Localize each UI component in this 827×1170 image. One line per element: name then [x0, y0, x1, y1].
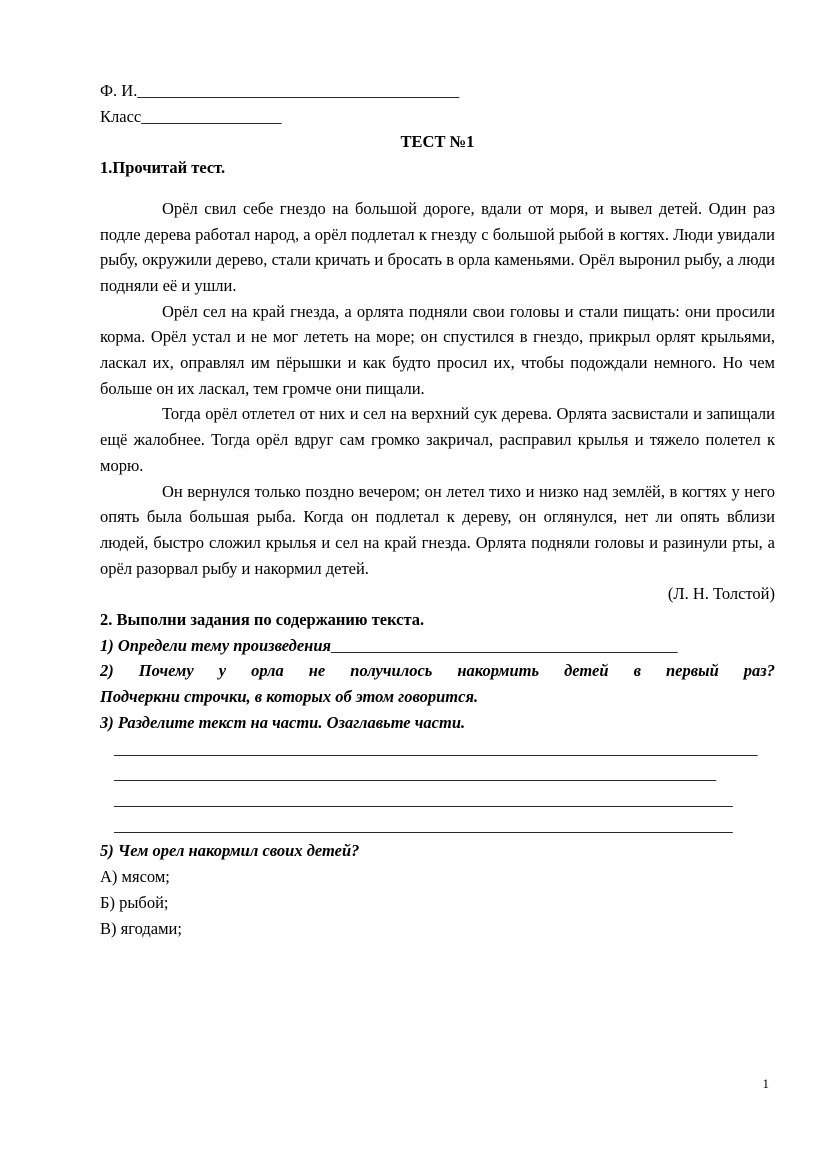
question-3: 3) Разделите текст на части. Озаглавьте части. [100, 712, 466, 732]
class-label: Класс [100, 106, 142, 126]
question-1-label: 1) Определи тему произведения [100, 635, 331, 655]
answer-lines-block [100, 736, 775, 839]
option-c: В) ягодами; [100, 918, 182, 938]
page-number: 1 [762, 1076, 769, 1091]
question-5: 5) Чем орел накормил своих детей? [100, 841, 360, 861]
author-attribution: (Л. Н. Толстой) [667, 584, 775, 604]
story-text [100, 196, 775, 582]
task1-heading: 1.Прочитай тест. [100, 158, 226, 178]
story-paragraph-3: Тогда орёл отлетел от них и сел на верхний сук дерева. Орлята засвистали и запищали ещё жалобнее. Тогда орёл вдруг сам громко закричал, расправил крылья и тяжело полетел к морю. [100, 404, 775, 475]
answer-blank-line-3[interactable]: ___________________________________________________________________________ [114, 789, 733, 809]
answer-blank-line-1[interactable]: ______________________________________________________________________________ [114, 738, 758, 758]
option-a: А) мясом; [100, 867, 170, 887]
answer-blank-line-4[interactable]: ___________________________________________________________________________ [114, 815, 733, 835]
story-paragraph-1: Орёл свил себе гнездо на большой дороге, вдали от моря, и вывел детей. Один раз подле дерева работал народ, а орёл подлетал к гнезду с большой рыбой в когтях. Люди увидали рыбу, окружили дерево, стали кричать и бросать в орла каменьями. Орёл выронил рыбу, а люди подняли её и ушли. [100, 198, 775, 295]
class-field-row [100, 104, 775, 130]
question-1-answer-line[interactable]: __________________________________________ [331, 635, 678, 655]
question-2-line-2: Подчеркни строчки, в которых об этом говорится. [100, 687, 479, 707]
question-1 [100, 633, 775, 659]
story-paragraph-4: Он вернулся только поздно вечером; он летел тихо и низко над землёй, в когтях у него опять была большая рыба. Когда он подлетал к дереву, он оглянулся, нет ли опять вблизи людей, быстро сложил крылья и сел на край гнезда. Орлята подняли головы и разинули рты, а орёл разорвал рыбу и накормил детей. [100, 481, 775, 578]
answer-options [100, 864, 775, 941]
name-label: Ф. И. [100, 81, 138, 100]
story-paragraph-2: Орёл сел на край гнезда, а орлята подняли свои головы и стали пищать: они просили корма. Орёл устал и не мог лететь на море; он спустился в гнездо, прикрыл орлят крыльями, ласкал их, оправлял им пёрышки и как будто просил их, чтобы подождали немного. Но чем больше он их ласкал, тем громче они пищали. [100, 301, 775, 398]
name-field-row [100, 78, 775, 104]
name-blank-line[interactable]: _______________________________________ [137, 81, 460, 100]
student-info [100, 78, 775, 129]
answer-blank-line-2[interactable]: _________________________________________________________________________ [114, 764, 717, 784]
question-2-line-1: 2) Почему у орла не получилось накормить детей в первый раз? [100, 661, 775, 681]
task2-heading: 2. Выполни задания по содержанию текста. [100, 610, 425, 630]
option-b: Б) рыбой; [100, 892, 169, 912]
test-title: ТЕСТ №1 [400, 132, 475, 152]
class-blank-line[interactable]: _________________ [141, 106, 282, 126]
